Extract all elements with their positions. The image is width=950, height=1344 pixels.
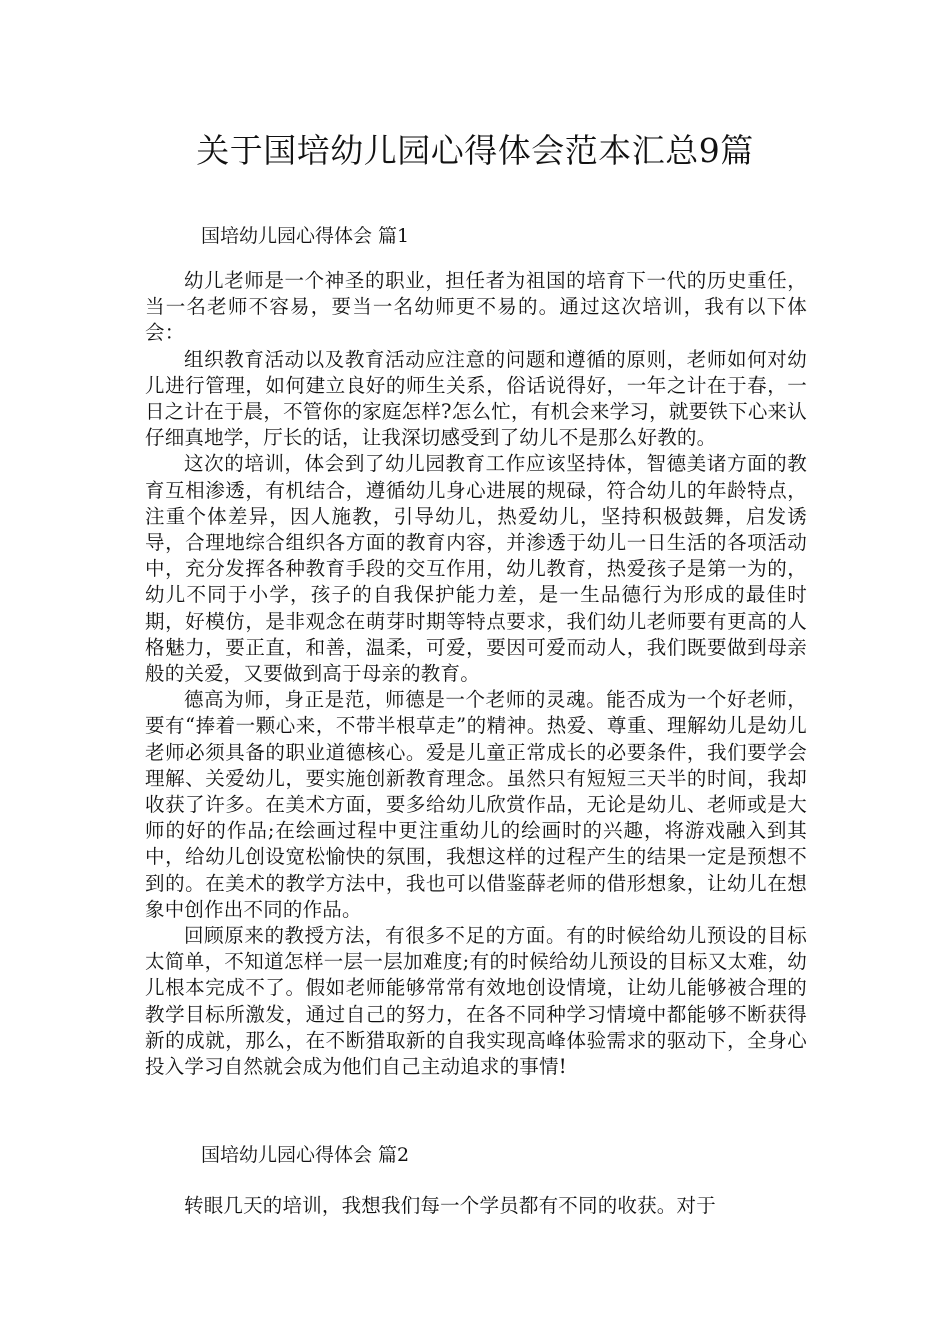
body-paragraph: 德高为师，身正是范，师德是一个老师的灵魂。能否成为一个好老师，要有“捧着一颗心来，不带半根草走”的精神。热爱、尊重、理解幼儿是幼儿老师必须具备的职业道德核心。爱是儿童正常成长的必要条件，我们要学会理解、关爱幼儿，要实施创新教育理念。虽然只有短短三天半的时间，我却收获了许多。在美术方面，要多给幼儿欣赏作品，无论是幼儿、老师或是大师的好的作品;在绘画过程中更注重幼儿的绘画时的兴趣，将游戏融入到其中，给幼儿创设宽松愉快的氛围，我想这样的过程产生的结果一定是预想不到的。在美术的教学方法中，我也可以借鉴薛老师的借形想象，让幼儿在想象中创作出不同的作品。: [145, 688, 807, 921]
body-paragraph: 转眼几天的培训，我想我们每一个学员都有不同的收获。对于: [184, 1194, 716, 1217]
body-paragraph: 这次的培训，体会到了幼儿园教育工作应该坚持体，智德美诸方面的教育互相渗透，有机结合，遵循幼儿身心进展的规碌，符合幼儿的年龄特点，注重个体差异，因人施教，引导幼儿，热爱幼儿，坚持积极鼓舞，启发诱导，合理地综合组织各方面的教育内容，并渗透于幼儿一日生活的各项活动中，充分发挥各种教育手段的交互作用，幼儿教育，热爱孩子是第一为的，幼儿不同于小学，孩子的自我保护能力差，是一生品德行为形成的最佳时期，好模仿，是非观念在萌芽时期等特点要求，我们幼儿老师要有更高的人格魅力，要正直，和善，温柔，可爱，要因可爱而动人，我们既要做到母亲般的关爱，又要做到高于母亲的教育。: [145, 452, 807, 686]
section-heading-1: 国培幼儿园心得体会 篇1: [201, 225, 410, 247]
section-body-1: [145, 268, 807, 1080]
body-paragraph: 回顾原来的教授方法，有很多不足的方面。有的时候给幼儿预设的目标太简单，不知道怎样一层一层加难度;有的时候给幼儿预设的目标又太难，幼儿根本完成不了。假如老师能够常常有效地创设情境，让幼儿能够被合理的教学目标所激发，通过自己的努力，在各不同种学习情境中都能够不断获得新的成就，那么，在不断猎取新的自我实现高峰体验需求的驱动下，全身心投入学习自然就会成为他们自己主动追求的事情!: [145, 924, 807, 1079]
body-paragraph: 幼儿老师是一个神圣的职业，担任者为祖国的培育下一代的历史重任，当一名老师不容易，要当一名幼师更不易的。通过这次培训，我有以下体会：: [145, 269, 807, 345]
section-body-2: [145, 1193, 807, 1219]
document-title: 关于国培幼儿园心得体会范本汇总9篇: [196, 131, 754, 170]
section-heading-2: 国培幼儿园心得体会 篇2: [201, 1144, 410, 1166]
body-paragraph: 组织教育活动以及教育活动应注意的问题和遵循的原则，老师如何对幼儿进行管理，如何建立良好的师生关系，俗话说得好，一年之计在于春，一日之计在于晨，不管你的家庭怎样?怎么忙，有机会来学习，就要铁下心来认仔细真地学，厅长的话，让我深切感受到了幼儿不是那么好教的。: [145, 347, 807, 450]
